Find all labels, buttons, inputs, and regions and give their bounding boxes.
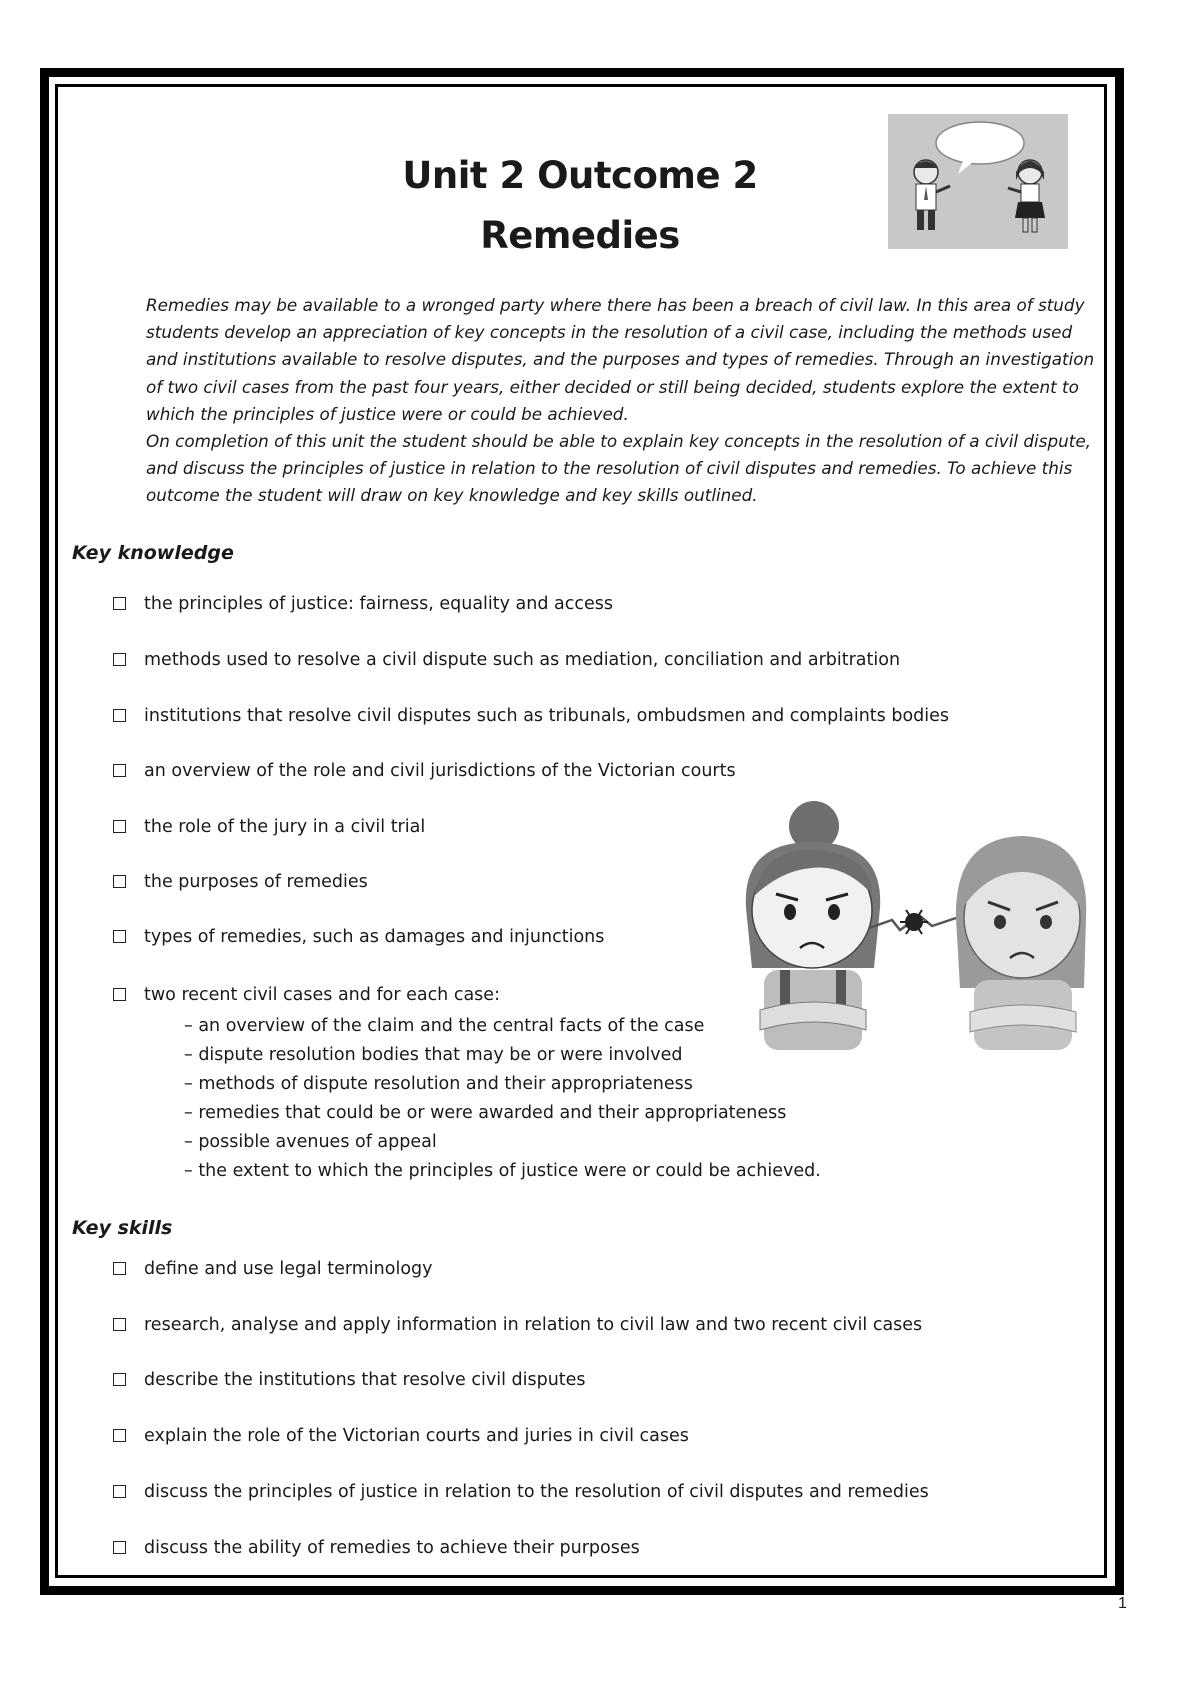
key-knowledge-heading: Key knowledge: [72, 542, 234, 564]
list-item: the purposes of remedies: [113, 872, 368, 892]
checkbox-icon: [113, 820, 126, 833]
sub-list-item: – the extent to which the principles of justice were or could be achieved.: [184, 1161, 821, 1181]
list-item: an overview of the role and civil jurisdictions of the Victorian courts: [113, 761, 736, 781]
intro-text: [146, 292, 1106, 510]
list-item: methods used to resolve a civil dispute such as mediation, conciliation and arbitration: [113, 650, 900, 670]
checkbox-icon: [113, 1485, 126, 1498]
sub-list-item: – methods of dispute resolution and their appropriateness: [184, 1074, 693, 1094]
checkbox-icon: [113, 1373, 126, 1386]
list-item: the principles of justice: fairness, equality and access: [113, 594, 613, 614]
list-item: describe the institutions that resolve civil disputes: [113, 1370, 586, 1390]
intro-paragraph: Remedies may be available to a wronged party where there has been a breach of civil law. In this area of study students develop an appreciation of key concepts in the resolution of a civil case, including the methods used and institutions available to resolve disputes, and the purposes and types of remedies. Through an investigation of two civil cases from the past four years, either decided or still being decided, students explore the extent to which the principles of justice were or could be achieved.: [146, 295, 1095, 424]
list-item: define and use legal terminology: [113, 1259, 433, 1279]
key-skills-heading: Key skills: [72, 1217, 173, 1239]
checkbox-icon: [113, 1429, 126, 1442]
page-title: Unit 2 Outcome 2: [402, 154, 758, 197]
list-item: discuss the ability of remedies to achieve their purposes: [113, 1538, 640, 1558]
list-item: two recent civil cases and for each case:: [113, 985, 500, 1005]
sub-list-item: – remedies that could be or were awarded and their appropriateness: [184, 1103, 787, 1123]
list-item: types of remedies, such as damages and injunctions: [113, 927, 604, 947]
sub-list-item: – dispute resolution bodies that may be or were involved: [184, 1045, 683, 1065]
checkbox-icon: [113, 875, 126, 888]
checkbox-icon: [113, 988, 126, 1001]
checkbox-icon: [113, 764, 126, 777]
page-number: 1: [1118, 1595, 1127, 1612]
list-item: the role of the jury in a civil trial: [113, 817, 425, 837]
sub-list-item: – possible avenues of appeal: [184, 1132, 437, 1152]
checkbox-icon: [113, 1541, 126, 1554]
list-item: institutions that resolve civil disputes such as tribunals, ombudsmen and complaints bodies: [113, 706, 949, 726]
list-item: explain the role of the Victorian courts and juries in civil cases: [113, 1426, 689, 1446]
checkbox-icon: [113, 930, 126, 943]
intro-paragraph: On completion of this unit the student should be able to explain key concepts in the resolution of a civil dispute, and discuss the principles of justice in relation to the resolution of civil disputes and remedies. To achieve this outcome the student will draw on key knowledge and key skills outlined.: [146, 431, 1091, 506]
checkbox-icon: [113, 1318, 126, 1331]
page-subtitle: Remedies: [480, 214, 680, 257]
list-item: discuss the principles of justice in relation to the resolution of civil disputes and remedies: [113, 1482, 929, 1502]
checkbox-icon: [113, 709, 126, 722]
argument-illustration: [724, 798, 1094, 1053]
sub-list-item: – an overview of the claim and the central facts of the case: [184, 1016, 705, 1036]
checkbox-icon: [113, 597, 126, 610]
checkbox-icon: [113, 653, 126, 666]
list-item: research, analyse and apply information in relation to civil law and two recent civil cases: [113, 1315, 922, 1335]
checkbox-icon: [113, 1262, 126, 1275]
